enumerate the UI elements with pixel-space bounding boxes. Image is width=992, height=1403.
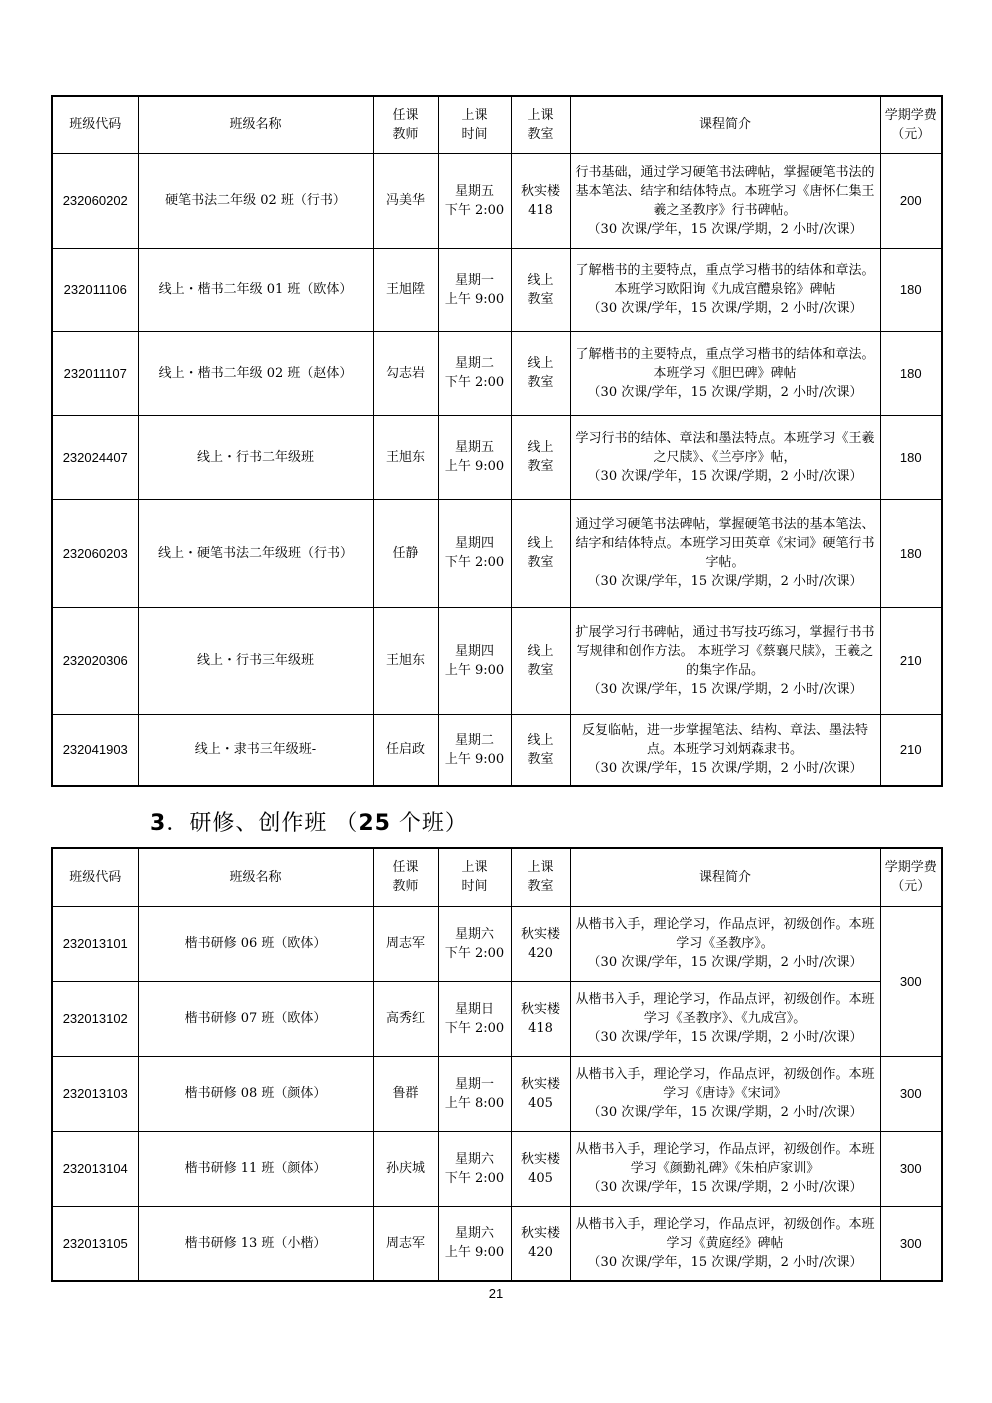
section-number: 3: [150, 811, 167, 836]
class-time: 星期日 下午 2:00: [438, 981, 511, 1056]
course-schedule-note: （30 次课/学年，15 次课/学期，2 小时/次课）: [587, 384, 863, 400]
table-header-row: [52, 96, 942, 153]
class-time: 星期一 上午 8:00: [438, 1056, 511, 1131]
class-name: 线上・楷书二年级 01 班（欧体）: [138, 248, 373, 331]
course-schedule-note: （30 次课/学年，15 次课/学期，2 小时/次课）: [587, 574, 863, 589]
table-row: [52, 248, 942, 331]
tuition-fee: 180: [880, 499, 942, 607]
class-name: 硬笔书法二年级 02 班（行书）: [138, 153, 373, 248]
tuition-fee: 180: [880, 248, 942, 331]
page-number: 21: [488, 1286, 504, 1301]
course-schedule-note: （30 次课/学年，15 次课/学期，2 小时/次课）: [587, 955, 863, 970]
teacher: 王旭陞: [373, 248, 438, 331]
table-row: [52, 499, 942, 607]
header-desc: 课程简介: [570, 848, 880, 906]
table-row: [52, 1206, 942, 1281]
section-title-suffix: 个班）: [390, 811, 468, 836]
classroom: 秋实楼 418: [511, 981, 570, 1056]
tuition-fee: 300: [880, 1056, 942, 1131]
table-row: [52, 1056, 942, 1131]
course-description: 从楷书入手，理论学习，作品点评，初级创作。本班学习《颜勤礼碑》《朱柏庐家训》 （30 次课/学年，15 次课/学期，2 小时/次课）: [570, 1131, 880, 1206]
classroom: 线上 教室: [511, 607, 570, 714]
classroom: 线上 教室: [511, 714, 570, 786]
header-room: 上课 教室: [511, 96, 570, 153]
class-name: 线上・楷书二年级 02 班（赵体）: [138, 331, 373, 415]
class-code: 232011106: [52, 248, 138, 331]
tuition-fee: 300: [880, 1206, 942, 1281]
teacher: 勾志岩: [373, 331, 438, 415]
course-schedule-note: （30 次课/学年，15 次课/学期，2 小时/次课）: [587, 1105, 863, 1120]
teacher: 王旭东: [373, 415, 438, 499]
classroom: 线上 教室: [511, 248, 570, 331]
course-description: 行书基础，通过学习硬笔书法碑帖，掌握硬笔书法的基本笔法、结字和结体特点。本班学习《唐怀仁集王羲之圣教序》行书碑帖。 （30 次课/学年，15 次课/学期，2 小时/次课）: [570, 153, 880, 248]
table-header-row: [52, 848, 942, 906]
class-code: 232041903: [52, 714, 138, 786]
table-row: [52, 607, 942, 714]
section-title: [150, 806, 468, 842]
classroom: 秋实楼 405: [511, 1131, 570, 1206]
header-fee: 学期学费 （元）: [880, 96, 942, 153]
class-code: 232060202: [52, 153, 138, 248]
table-row: [52, 153, 942, 248]
class-name: 楷书研修 06 班（欧体）: [138, 906, 373, 981]
teacher: 任静: [373, 499, 438, 607]
class-name: 线上・硬笔书法二年级班（行书）: [138, 499, 373, 607]
class-time: 星期五 下午 2:00: [438, 153, 511, 248]
class-time: 星期五 上午 9:00: [438, 415, 511, 499]
class-time: 星期六 上午 9:00: [438, 1206, 511, 1281]
header-name: 班级名称: [138, 848, 373, 906]
classroom: 线上 教室: [511, 415, 570, 499]
course-description: 从楷书入手，理论学习，作品点评，初级创作。本班学习《圣教序》、《九成宫》。 （30 次课/学年，15 次课/学期，2 小时/次课）: [570, 981, 880, 1056]
tuition-fee: 200: [880, 153, 942, 248]
class-code: 232024407: [52, 415, 138, 499]
class-code: 232013105: [52, 1206, 138, 1281]
course-description: 从楷书入手，理论学习，作品点评，初级创作。本班学习《圣教序》。 （30 次课/学年，15 次课/学期，2 小时/次课）: [570, 906, 880, 981]
course-schedule-note: （30 次课/学年，15 次课/学期，2 小时/次课）: [587, 1254, 863, 1270]
class-code: 232020306: [52, 607, 138, 714]
tuition-fee: 180: [880, 415, 942, 499]
tuition-fee: 210: [880, 714, 942, 786]
class-code: 232013101: [52, 906, 138, 981]
header-time: 上课 时间: [438, 96, 511, 153]
header-teacher: 任课 教师: [373, 848, 438, 906]
course-description: 通过学习硬笔书法碑帖，掌握硬笔书法的基本笔法、结字和结体特点。本班学习田英章《宋词》硬笔行书字帖。 （30 次课/学年，15 次课/学期，2 小时/次课）: [570, 499, 880, 607]
class-time: 星期六 下午 2:00: [438, 1131, 511, 1206]
course-description: 扩展学习行书碑帖，通过书写技巧练习，掌握行书书写规律和创作方法。 本班学习《蔡襄尺牍》，王羲之的集字作品。 （30 次课/学年，15 次课/学期，2 小时/次课）: [570, 607, 880, 714]
class-code: 232060203: [52, 499, 138, 607]
table-row: [52, 906, 942, 981]
header-desc: 课程简介: [570, 96, 880, 153]
class-code: 232013103: [52, 1056, 138, 1131]
table-row: [52, 714, 942, 786]
classroom: 秋实楼 420: [511, 1206, 570, 1281]
teacher: 高秀红: [373, 981, 438, 1056]
course-description: 反复临帖，进一步掌握笔法、结构、章法、墨法特点。本班学习刘炳森隶书。 （30 次课/学年，15 次课/学期，2 小时/次课）: [570, 714, 880, 786]
table-row: [52, 1131, 942, 1206]
class-time: 星期二 上午 9:00: [438, 714, 511, 786]
course-description: 了解楷书的主要特点，重点学习楷书的结体和章法。本班学习欧阳询《九成宫醴泉铭》碑帖 （30 次课/学年，15 次课/学期，2 小时/次课）: [570, 248, 880, 331]
class-name: 线上・行书三年级班: [138, 607, 373, 714]
teacher: 鲁群: [373, 1056, 438, 1131]
table-row: [52, 415, 942, 499]
course-schedule-note: （30 次课/学年，15 次课/学期，2 小时/次课）: [587, 761, 863, 777]
teacher: 冯美华: [373, 153, 438, 248]
class-time: 星期四 上午 9:00: [438, 607, 511, 714]
classroom: 秋实楼 420: [511, 906, 570, 981]
teacher: 周志军: [373, 1206, 438, 1281]
table-row: [52, 981, 942, 1056]
classroom: 线上 教室: [511, 331, 570, 415]
class-time: 星期一 上午 9:00: [438, 248, 511, 331]
class-name: 楷书研修 13 班（小楷）: [138, 1206, 373, 1281]
classroom: 线上 教室: [511, 499, 570, 607]
course-schedule-note: （30 次课/学年，15 次课/学期，2 小时/次课）: [587, 468, 863, 484]
class-name: 线上・隶书三年级班-: [138, 714, 373, 786]
tuition-fee: 180: [880, 331, 942, 415]
class-time: 星期二 下午 2:00: [438, 331, 511, 415]
course-description: 从楷书入手，理论学习，作品点评，初级创作。本班学习《黄庭经》碑帖 （30 次课/学年，15 次课/学期，2 小时/次课）: [570, 1206, 880, 1281]
class-code: 232011107: [52, 331, 138, 415]
class-name: 楷书研修 11 班（颜体）: [138, 1131, 373, 1206]
table-row: [52, 331, 942, 415]
tuition-fee-shared: 300: [880, 906, 942, 1056]
course-table-1: [51, 95, 943, 787]
class-code: 232013102: [52, 981, 138, 1056]
teacher: 任启政: [373, 714, 438, 786]
class-time: 星期四 下午 2:00: [438, 499, 511, 607]
class-name: 楷书研修 07 班（欧体）: [138, 981, 373, 1056]
tuition-fee: 210: [880, 607, 942, 714]
header-room: 上课 教室: [511, 848, 570, 906]
class-code: 232013104: [52, 1131, 138, 1206]
header-time: 上课 时间: [438, 848, 511, 906]
classroom: 秋实楼 405: [511, 1056, 570, 1131]
course-schedule-note: （30 次课/学年，15 次课/学期，2 小时/次课）: [587, 681, 863, 697]
header-code: 班级代码: [52, 96, 138, 153]
class-name: 线上・行书二年级班: [138, 415, 373, 499]
teacher: 王旭东: [373, 607, 438, 714]
section-class-count: 25: [358, 811, 391, 836]
course-schedule-note: （30 次课/学年，15 次课/学期，2 小时/次课）: [587, 1030, 863, 1045]
course-schedule-note: （30 次课/学年，15 次课/学期，2 小时/次课）: [587, 221, 863, 237]
header-teacher: 任课 教师: [373, 96, 438, 153]
teacher: 周志军: [373, 906, 438, 981]
header-fee: 学期学费 （元）: [880, 848, 942, 906]
course-description: 了解楷书的主要特点，重点学习楷书的结体和章法。本班学习《胆巴碑》碑帖 （30 次课/学年，15 次课/学期，2 小时/次课）: [570, 331, 880, 415]
classroom: 秋实楼 418: [511, 153, 570, 248]
section-title-text: ．研修、创作班 （: [166, 811, 359, 836]
course-table-2: [51, 847, 943, 1282]
class-name: 楷书研修 08 班（颜体）: [138, 1056, 373, 1131]
header-name: 班级名称: [138, 96, 373, 153]
course-description: 学习行书的结体、章法和墨法特点。本班学习《王羲之尺牍》、《兰亭序》帖， （30 次课/学年，15 次课/学期，2 小时/次课）: [570, 415, 880, 499]
header-code: 班级代码: [52, 848, 138, 906]
tuition-fee: 300: [880, 1131, 942, 1206]
class-time: 星期六 下午 2:00: [438, 906, 511, 981]
course-description: 从楷书入手，理论学习，作品点评，初级创作。本班学习《唐诗》《宋词》 （30 次课/学年，15 次课/学期，2 小时/次课）: [570, 1056, 880, 1131]
teacher: 孙庆城: [373, 1131, 438, 1206]
course-schedule-note: （30 次课/学年，15 次课/学期，2 小时/次课）: [587, 1180, 863, 1195]
course-schedule-note: （30 次课/学年，15 次课/学期，2 小时/次课）: [587, 301, 863, 316]
